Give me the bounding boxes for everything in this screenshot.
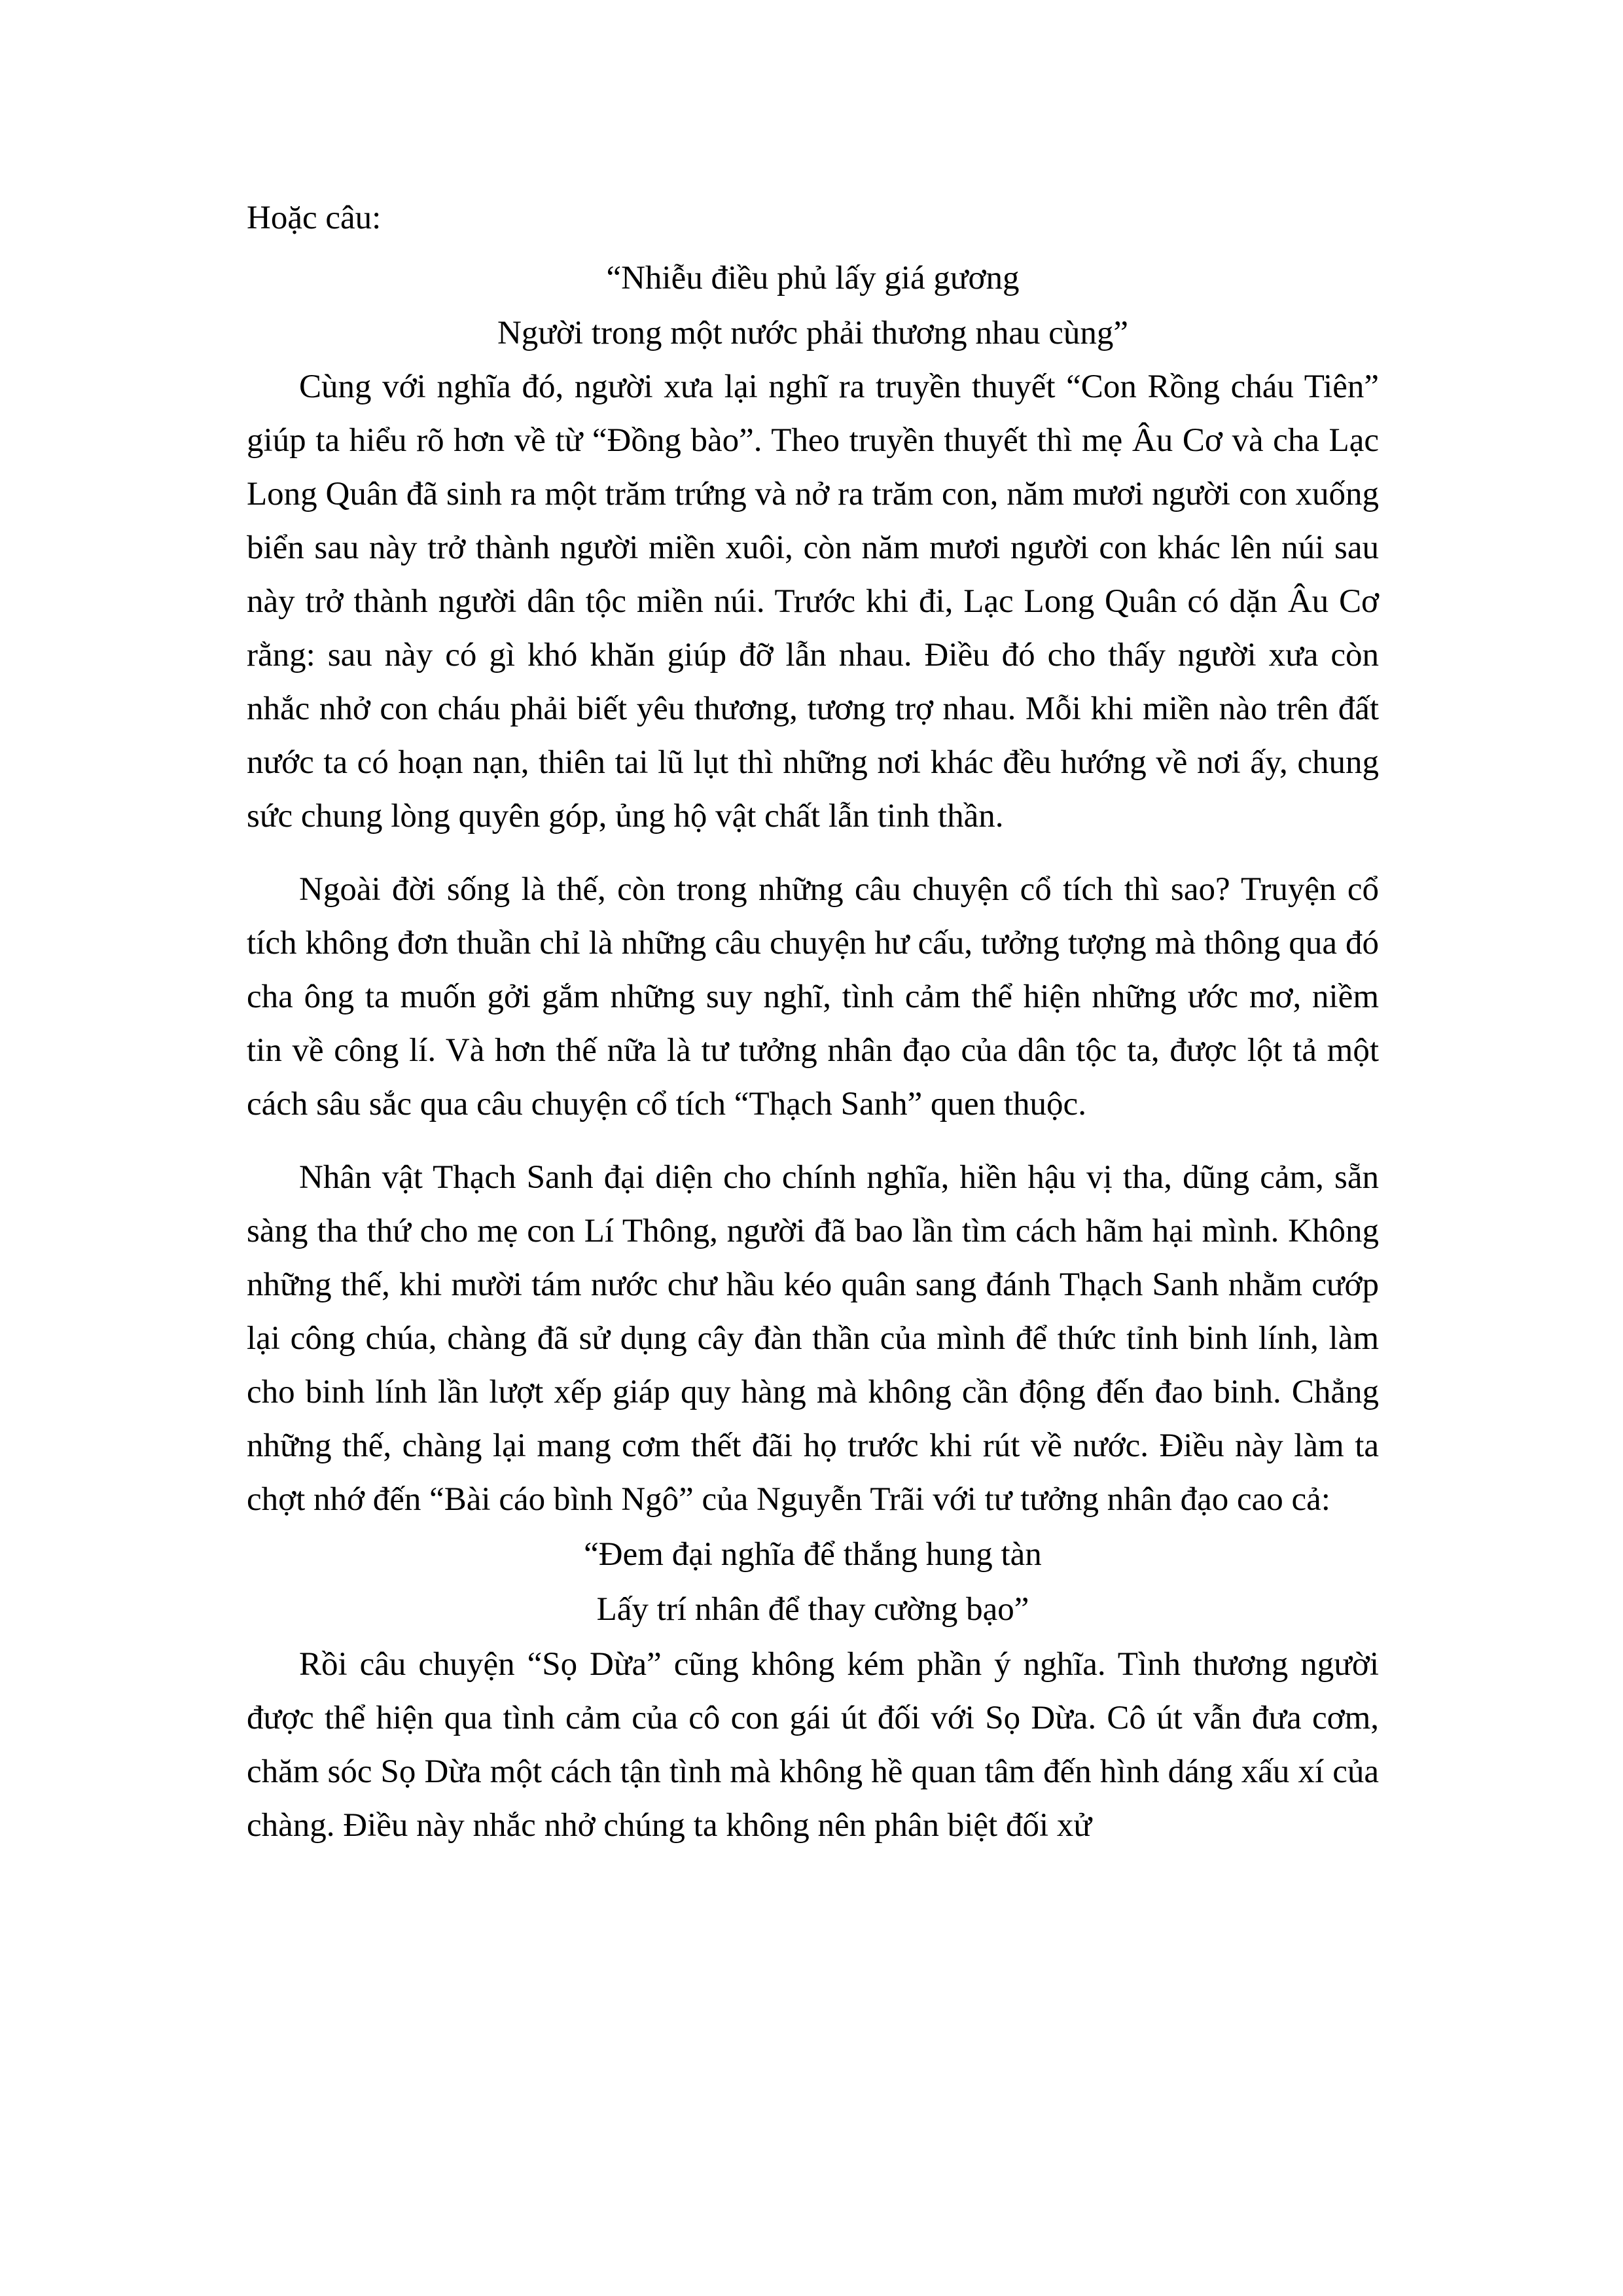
paragraph: Rồi câu chuyện “Sọ Dừa” cũng không kém phần ý nghĩa. Tình thương người được thể hiện qua tình cảm của cô con gái út đối với Sọ Dừa. Cô út vẫn đưa cơm, chăm sóc Sọ Dừa một cách tận tình mà không hề quan tâm đến hình dáng xấu xí của chàng. Điều này nhắc nhở chúng ta không nên phân biệt đối xử [247,1646,1379,1844]
verse-line: “Nhiễu điều phủ lấy giá gương [606,260,1020,296]
verse-line: Lấy trí nhân để thay cường bạo” [596,1591,1029,1628]
paragraph: Cùng với nghĩa đó, người xưa lại nghĩ ra truyền thuyết “Con Rồng cháu Tiên” giúp ta hiểu rõ hơn về từ “Đồng bào”. Theo truyền thuyết thì mẹ Âu Cơ và cha Lạc Long Quân đã sinh ra một trăm trứng và nở ra trăm con, năm mươi người con xuống biển sau này trở thành người miền xuôi, còn năm mươi người con khác lên núi sau này trở thành người dân tộc miền núi. Trước khi đi, Lạc Long Quân có dặn Âu Cơ rằng: sau này có gì khó khăn giúp đỡ lẫn nhau. Điều đó cho thấy người xưa còn nhắc nhở con cháu phải biết yêu thương, tương trợ nhau. Mỗi khi miền nào trên đất nước ta có hoạn nạn, thiên tai lũ lụt thì những nơi khác đều hướng về nơi ấy, chung sức chung lòng quyên góp, ủng hộ vật chất lẫn tinh thần. [247,368,1379,834]
intro-line: Hoặc câu: [247,200,382,236]
verse-line: Người trong một nước phải thương nhau cùng” [497,315,1129,351]
document-body [247,191,1379,1852]
verse-line: “Đem đại nghĩa để thắng hung tàn [584,1536,1042,1573]
paragraph: Nhân vật Thạch Sanh đại diện cho chính nghĩa, hiền hậu vị tha, dũng cảm, sẵn sàng tha thứ cho mẹ con Lí Thông, người đã bao lần tìm cách hãm hại mình. Không những thế, khi mười tám nước chư hầu kéo quân sang đánh Thạch Sanh nhằm cướp lại công chúa, chàng đã sử dụng cây đàn thần của mình để thức tỉnh binh lính, làm cho binh lính lần lượt xếp giáp quy hàng mà không cần động đến đao binh. Chẳng những thế, chàng lại mang cơm thết đãi họ trước khi rút về nước. Điều này làm ta chợt nhớ đến “Bài cáo bình Ngô” của Nguyễn Trãi với tư tưởng nhân đạo cao cả: [247,1159,1379,1518]
paragraph: Ngoài đời sống là thế, còn trong những câu chuyện cổ tích thì sao? Truyện cổ tích không đơn thuần chỉ là những câu chuyện hư cấu, tưởng tượng mà thông qua đó cha ông ta muốn gởi gắm những suy nghĩ, tình cảm thể hiện những ước mơ, niềm tin về công lí. Và hơn thế nữa là tư tưởng nhân đạo của dân tộc ta, được lột tả một cách sâu sắc qua câu chuyện cổ tích “Thạch Sanh” quen thuộc. [247,871,1379,1122]
